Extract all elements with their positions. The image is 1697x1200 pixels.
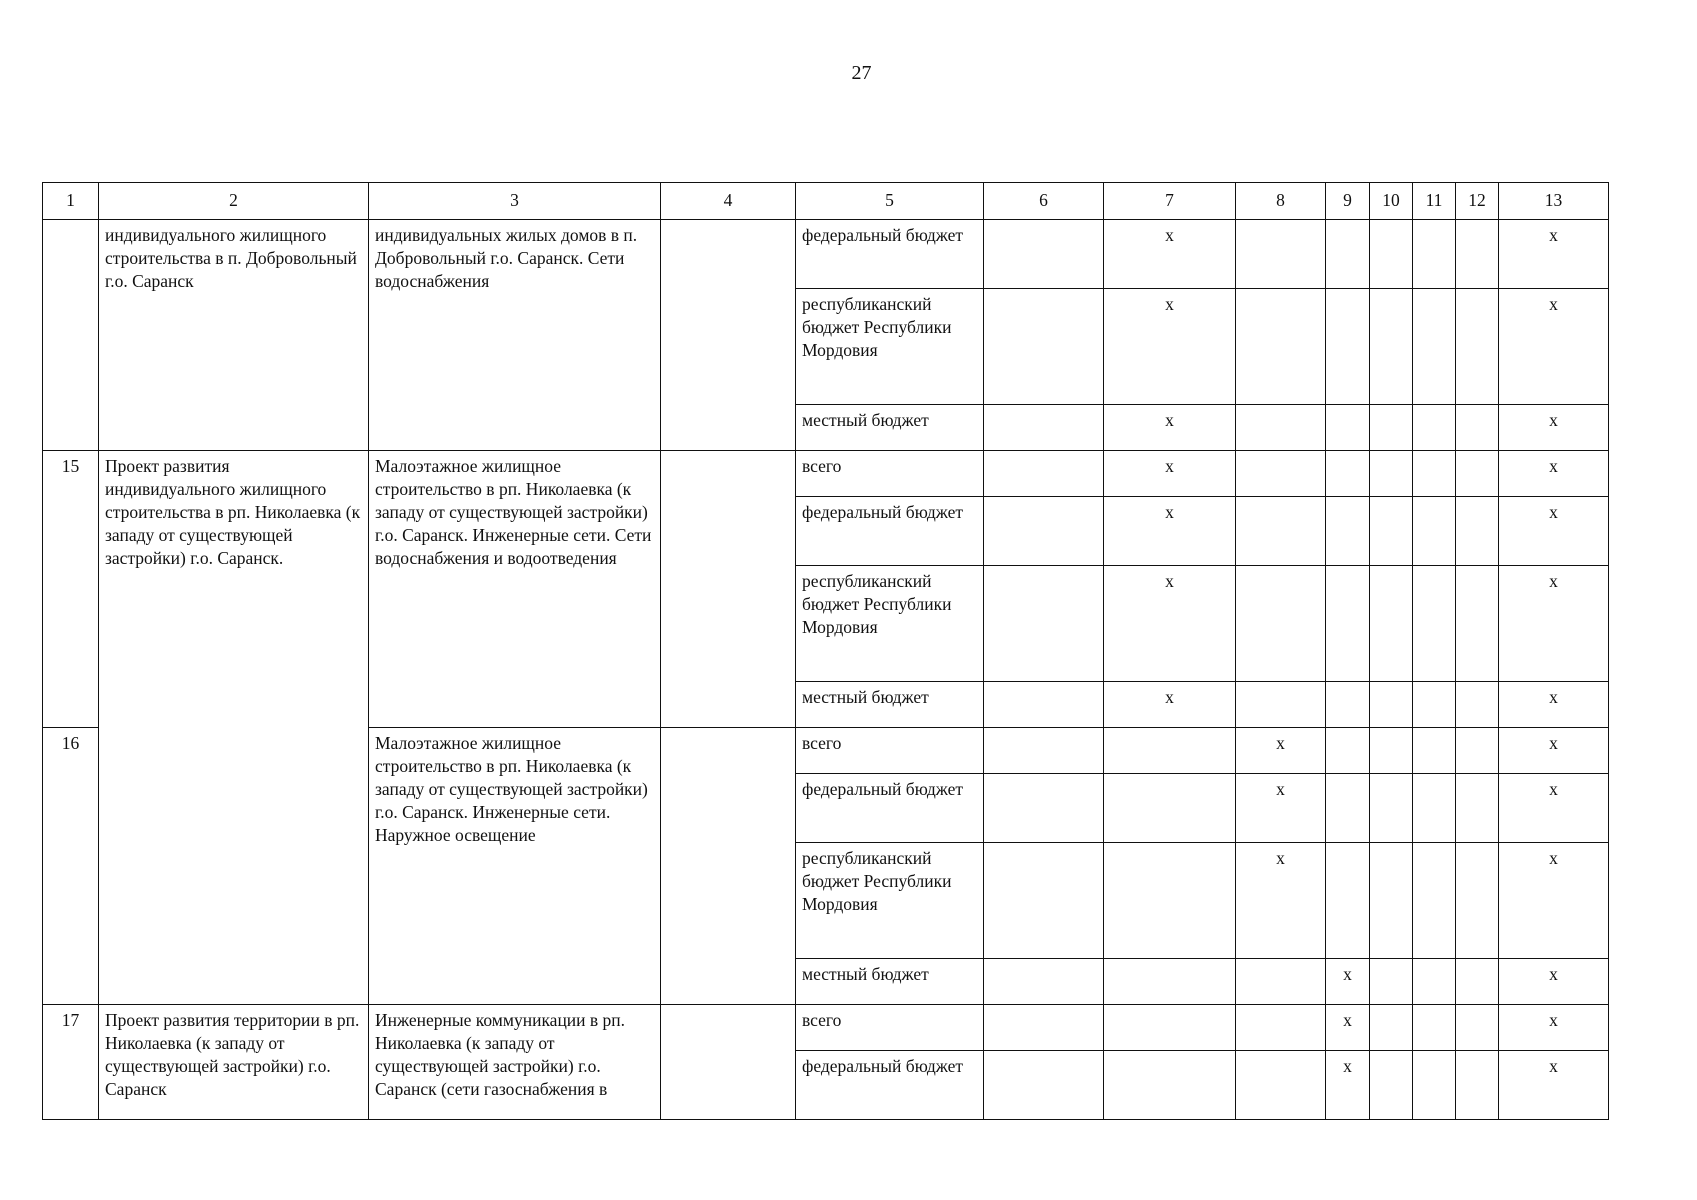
funding-table [42, 182, 1609, 1120]
column-header: 10 [1370, 183, 1413, 220]
project-name: Проект развития территории в рп. Николаевка (к западу от существующей застройки) г.о. Саранск [99, 1005, 369, 1120]
empty-cell [661, 1005, 796, 1120]
empty-cell [661, 451, 796, 728]
mark-cell: x [1499, 1051, 1609, 1120]
mark-cell: x [1499, 728, 1609, 774]
column-header: 12 [1456, 183, 1499, 220]
table-row [43, 451, 1609, 497]
column-header: 5 [796, 183, 984, 220]
header-row [43, 183, 1609, 220]
mark-cell: x [1499, 566, 1609, 682]
page-number: 27 [851, 62, 872, 84]
mark-cell: x [1104, 566, 1236, 682]
mark-cell: x [1326, 1005, 1370, 1051]
funding-source: республиканский бюджет Республики Мордовия [796, 566, 984, 682]
mark-cell: x [1104, 220, 1236, 289]
mark-cell: x [1104, 405, 1236, 451]
column-header: 4 [661, 183, 796, 220]
column-header: 6 [984, 183, 1104, 220]
mark-cell: x [1326, 959, 1370, 1005]
item-number: 15 [43, 451, 99, 728]
object-name: Малоэтажное жилищное строительство в рп. Николаевка (к западу от существующей застройки) г.о. Саранск. Инженерные сети. Наружное освещение [369, 728, 661, 1005]
mark-cell: x [1104, 289, 1236, 405]
mark-cell: x [1499, 682, 1609, 728]
object-name: Малоэтажное жилищное строительство в рп. Николаевка (к западу от существующей застройки) г.о. Саранск. Инженерные сети. Сети водоснабжения и водоотведения [369, 451, 661, 728]
column-header: 1 [43, 183, 99, 220]
funding-source: местный бюджет [796, 959, 984, 1005]
mark-cell: x [1499, 1005, 1609, 1051]
item-number: 17 [43, 1005, 99, 1120]
funding-source: федеральный бюджет [796, 497, 984, 566]
mark-cell: x [1499, 959, 1609, 1005]
column-header: 13 [1499, 183, 1609, 220]
mark-cell: x [1499, 774, 1609, 843]
table-row [43, 1005, 1609, 1051]
mark-cell: x [1499, 220, 1609, 289]
mark-cell: x [1236, 728, 1326, 774]
mark-cell: x [1499, 497, 1609, 566]
project-name: индивидуального жилищного строительства в п. Добровольный г.о. Саранск [99, 220, 369, 451]
mark-cell: x [1104, 682, 1236, 728]
mark-cell: x [1499, 843, 1609, 959]
funding-source: местный бюджет [796, 682, 984, 728]
object-name: индивидуальных жилых домов в п. Добровольный г.о. Саранск. Сети водоснабжения [369, 220, 661, 451]
mark-cell: x [1104, 451, 1236, 497]
funding-source: всего [796, 728, 984, 774]
table-row [43, 220, 1609, 289]
object-name: Инженерные коммуникации в рп. Николаевка (к западу от существующей застройки) г.о. Саранск (сети газоснабжения в [369, 1005, 661, 1120]
item-number [43, 220, 99, 451]
funding-source: всего [796, 451, 984, 497]
funding-source: всего [796, 1005, 984, 1051]
funding-source: федеральный бюджет [796, 774, 984, 843]
column-header: 3 [369, 183, 661, 220]
mark-cell: x [1499, 405, 1609, 451]
mark-cell: x [1499, 451, 1609, 497]
column-header: 7 [1104, 183, 1236, 220]
funding-source: местный бюджет [796, 405, 984, 451]
empty-cell [661, 220, 796, 451]
column-header: 2 [99, 183, 369, 220]
column-header: 11 [1413, 183, 1456, 220]
funding-source: федеральный бюджет [796, 1051, 984, 1120]
column-header: 9 [1326, 183, 1370, 220]
mark-cell: x [1236, 843, 1326, 959]
funding-source: республиканский бюджет Республики Мордовия [796, 289, 984, 405]
mark-cell: x [1326, 1051, 1370, 1120]
item-number: 16 [43, 728, 99, 1005]
funding-source: республиканский бюджет Республики Мордовия [796, 843, 984, 959]
mark-cell: x [1236, 774, 1326, 843]
column-header: 8 [1236, 183, 1326, 220]
mark-cell: x [1499, 289, 1609, 405]
funding-source: федеральный бюджет [796, 220, 984, 289]
mark-cell: x [1104, 497, 1236, 566]
project-name: Проект развития индивидуального жилищного строительства в рп. Николаевка (к западу от существующей застройки) г.о. Саранск. [99, 451, 369, 1005]
empty-cell [661, 728, 796, 1005]
